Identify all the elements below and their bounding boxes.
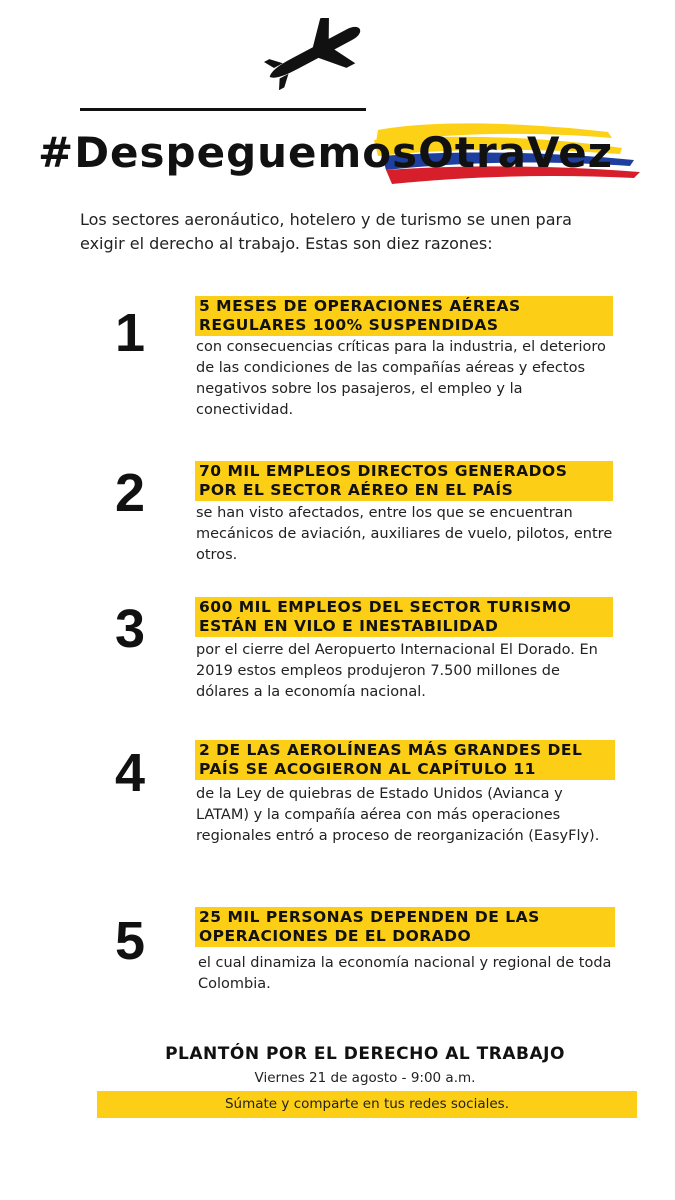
header-divider	[80, 108, 366, 111]
reason-description: se han visto afectados, entre los que se encuentran mecánicos de aviación, auxiliares de vuelo, pilotos, entre otros.	[196, 505, 613, 563]
airplane-takeoff-icon	[258, 18, 368, 90]
call-to-action-banner: Súmate y comparte en tus redes sociales.	[97, 1091, 637, 1118]
reason-headline: 5 MESES DE OPERACIONES AÉREAS REGULARES 100% SUSPENDIDAS	[195, 296, 613, 336]
reason-headline: 70 MIL EMPLEOS DIRECTOS GENERADOS POR EL SECTOR AÉREO EN EL PAÍS	[195, 461, 613, 501]
reason-description: de la Ley de quiebras de Estado Unidos (Avianca y LATAM) y la compañía aérea con más operaciones regionales entró a proceso de reorganización (EasyFly).	[196, 786, 600, 844]
reason-number: 1	[114, 303, 146, 363]
reason-description: por el cierre del Aeropuerto Internacional El Dorado. En 2019 estos empleos produjeron 7.500 millones de dólares a la economía nacional.	[196, 642, 598, 700]
reason-number: 5	[114, 911, 146, 971]
campaign-hashtag: #DespeguemosOtraVez	[38, 128, 614, 177]
reason-number: 3	[114, 599, 146, 659]
reason-headline: 2 DE LAS AEROLÍNEAS MÁS GRANDES DEL PAÍS SE ACOGIERON AL CAPÍTULO 11	[195, 740, 615, 780]
intro-text: Los sectores aeronáutico, hotelero y de turismo se unen para exigir el derecho al trabajo. Estas son diez razones:	[80, 210, 572, 253]
reason-headline: 25 MIL PERSONAS DEPENDEN DE LAS OPERACIONES DE EL DORADO	[195, 907, 615, 947]
reason-number: 2	[114, 463, 146, 523]
reason-description: con consecuencias críticas para la industria, el deterioro de las condiciones de las compañías aéreas y efectos negativos sobre los pasajeros, el empleo y la conectividad.	[196, 339, 606, 418]
footer-title: PLANTÓN POR EL DERECHO AL TRABAJO	[165, 1044, 565, 1064]
reason-description: el cual dinamiza la economía nacional y regional de toda Colombia.	[198, 955, 612, 992]
reason-headline: 600 MIL EMPLEOS DEL SECTOR TURISMO ESTÁN EN VILO E INESTABILIDAD	[195, 597, 613, 637]
reason-number: 4	[114, 743, 146, 803]
event-date: Viernes 21 de agosto - 9:00 a.m.	[254, 1070, 476, 1086]
